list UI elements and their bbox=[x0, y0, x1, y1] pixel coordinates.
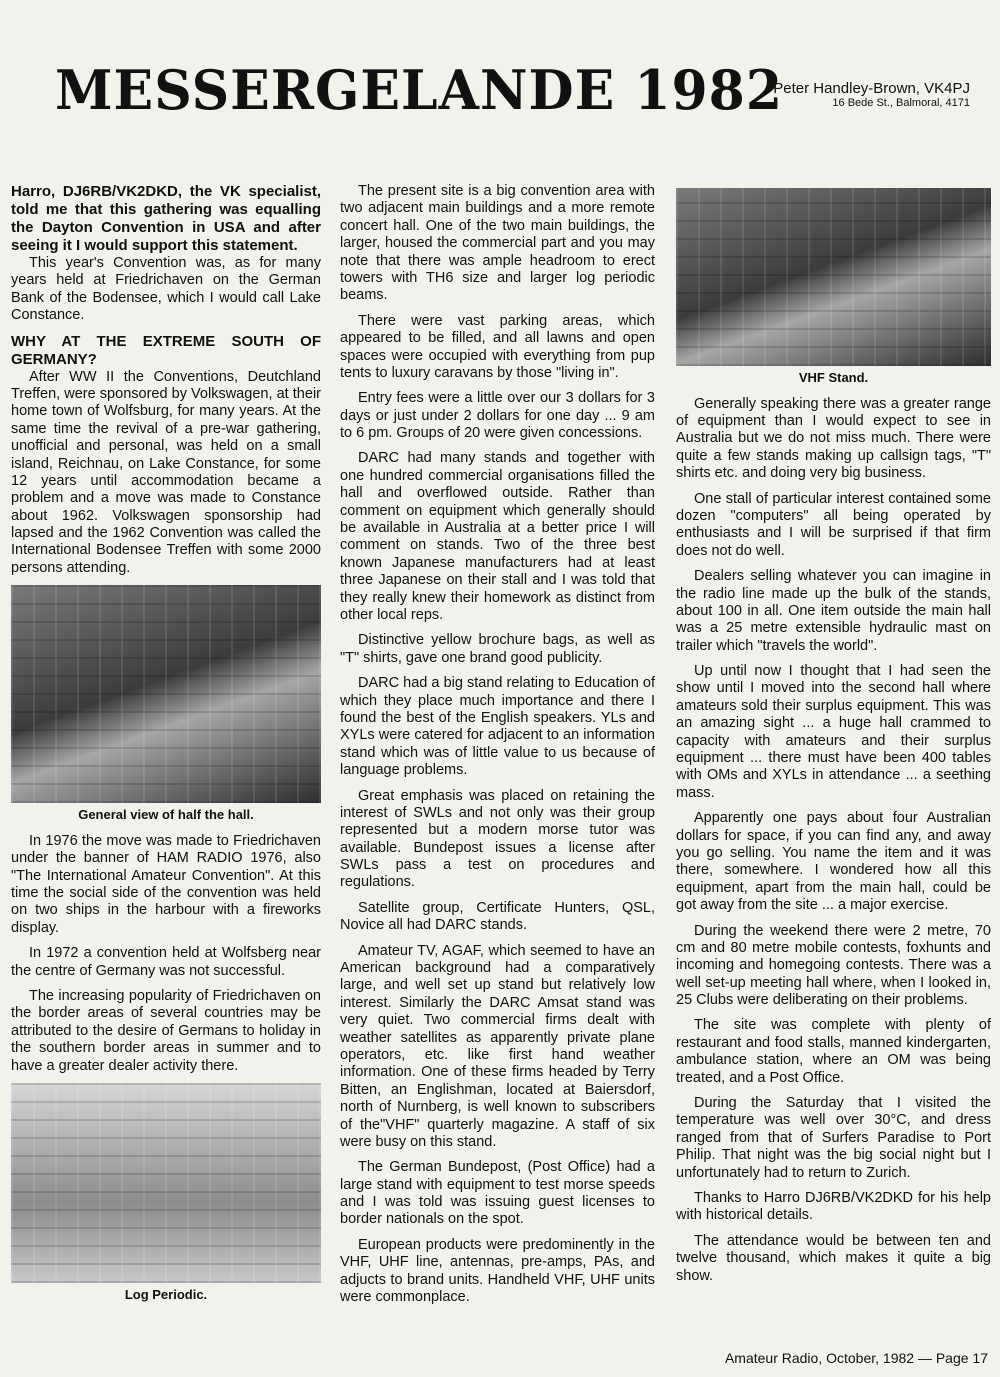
column-2 bbox=[340, 183, 655, 1314]
column-3 bbox=[676, 188, 991, 1293]
page-footer: Amateur Radio, October, 1982 — Page 17 bbox=[724, 1350, 988, 1366]
paragraph: One stall of particular interest contained some dozen "computers" all being operated by enthusiasts and I will be surprised if that firm does not do well. bbox=[676, 490, 991, 559]
lead-paragraph: Harro, DJ6RB/VK2DKD, the VK specialist, told me that this gathering was equalling the Dayton Convention in USA and after seeing it I would support this statement. bbox=[11, 183, 321, 254]
author-address: 16 Bede St., Balmoral, 4171 bbox=[832, 97, 970, 110]
paragraph: Dealers selling whatever you can imagine in the radio line made up the bulk of the stands, about 100 in all. One item outside the main hall was a 25 metre extensible hydraulic mast on trailer which "travels the world". bbox=[676, 568, 991, 654]
paragraph: Great emphasis was placed on retaining the interest of SWLs and not only was their group represented but a modern morse tutor was available. Bundepost issues a license after SWLs pass a test on procedures and regulations. bbox=[340, 787, 655, 891]
paragraph: DARC had many stands and together with one hundred commercial organisations filled the hall and overflowed outside. Rather than comment on equipment which generally should be available in Australia at a better price I will comment on stands. Two of the three best known Japanese manufacturers had at least three Japanese on their stall and I was told that they really knew their homework as distinct from other local reps. bbox=[340, 450, 655, 623]
paragraph: Apparently one pays about four Australian dollars for space, if you can find any, and away you go selling. You name the item and it was there, somewhere. I wondered how all this equipment, apart from the main hall, could be got away from the site ... a major exercise. bbox=[676, 810, 991, 914]
paragraph: Satellite group, Certificate Hunters, QSL, Novice all had DARC stands. bbox=[340, 899, 655, 934]
paragraph: This year's Convention was, as for many years held at Friedrichaven on the German Bank of the Bodensee, which I would call Lake Constance. bbox=[11, 255, 321, 324]
hall-photo bbox=[11, 585, 321, 803]
paragraph: Entry fees were a little over our 3 dollars for 3 days or just under 2 dollars for one day ... 9 am to 6 pm. Groups of 20 were given concessions. bbox=[340, 390, 655, 442]
paragraph: The increasing popularity of Friedrichaven on the border areas of several countries may be attributed to the desire of Germans to holiday in the southern border areas in summer and to have a greater dealer activity there. bbox=[11, 987, 321, 1074]
paragraph: Up until now I thought that I had seen the show until I moved into the second hall where amateurs sold their surplus equipment. This was an amazing sight ... a huge hall crammed to capacity with amateurs and their surplus equipment ... there must have been 400 tables with OMs and XYLs in attendance ... a seething mass. bbox=[676, 663, 991, 801]
paragraph: During the weekend there were 2 metre, 70 cm and 80 metre mobile contests, foxhunts and incoming and homegoing contests. There was a well set-up meeting hall where, when I looked in, 25 Clubs were deliberating on their problems. bbox=[676, 922, 991, 1009]
paragraph: In 1976 the move was made to Friedrichaven under the banner of HAM RADIO 1976, also "The International Amateur Convention". At this time the social side of the convention was held on two ships in the harbour with a fireworks display. bbox=[11, 832, 321, 936]
vhf-stand-photo bbox=[676, 188, 991, 366]
paragraph: DARC had a big stand relating to Education of which they place much importance and there I found the best of the English speakers. YLs and XYLs were catered for adjacent to an information stand which was of little value to us because of language problems. bbox=[340, 675, 655, 779]
paragraph: The site was complete with plenty of restaurant and food stalls, manned kindergarten, ambulance station, where an OM was being treated, and a Post Office. bbox=[676, 1017, 991, 1086]
paragraph: The present site is a big convention area with two adjacent main buildings and a more remote concert hall. One of the two main buildings, the larger, housed the commercial part and you may note that there was ample headroom to erect towers with TH6 size and larger log periodic beams. bbox=[340, 183, 655, 304]
paragraph: European products were predominently in the VHF, UHF line, antennas, pre-amps, PAs, and adjucts to brand units. Handheld VHF, UHF units were commonplace. bbox=[340, 1236, 655, 1306]
paragraph: Distinctive yellow brochure bags, as well as "T" shirts, gave one brand good publicity. bbox=[340, 632, 655, 666]
paragraph: In 1972 a convention held at Wolfsberg near the centre of Germany was not successful. bbox=[11, 945, 321, 979]
article-title: MESSERGELANDE 1982 bbox=[55, 58, 784, 123]
photo-caption: General view of half the hall. bbox=[78, 807, 254, 823]
paragraph: After WW II the Conventions, Deutchland Treffen, were sponsored by Volkswagen, at their home town of Wolfsburg, for many years. At the same time the revival of a pre-war gathering, unofficial and personal, was held on a small island, Reichnau, on Lake Constance, for some 12 years until accommodation became a problem and a move was made to Constance about 1962. Volkswagen sponsorship had lapsed and the 1962 Convention was called the International Bodensee Treffen with some 2000 persons attending. bbox=[11, 368, 321, 576]
section-heading: WHY AT THE EXTREME SOUTH OF GERMANY? bbox=[11, 332, 321, 368]
paragraph: The German Bundepost, (Post Office) had a large stand with equipment to test morse speeds and I was told was issuing guest licenses to border nationals on the spot. bbox=[340, 1159, 655, 1228]
paragraph: Thanks to Harro DJ6RB/VK2DKD for his help with historical details. bbox=[676, 1190, 991, 1224]
log-periodic-photo bbox=[11, 1083, 321, 1283]
paragraph: During the Saturday that I visited the temperature was well over 30°C, and dress ranged from that of Surfers Paradise to Port Philip. That night was the big social night but I unfortunately had to return to Zurich. bbox=[676, 1095, 991, 1181]
byline bbox=[773, 80, 970, 110]
paragraph: There were vast parking areas, which appeared to be filled, and all lawns and open spaces were occupied with everything from pup tents to luxury caravans by those "living in". bbox=[340, 312, 655, 381]
author-name: Peter Handley-Brown, VK4PJ bbox=[773, 80, 970, 97]
photo-caption: VHF Stand. bbox=[798, 370, 869, 385]
paragraph: The attendance would be between ten and twelve thousand, which makes it quite a big show. bbox=[676, 1232, 991, 1284]
column-1 bbox=[11, 183, 321, 1313]
paragraph: Generally speaking there was a greater range of equipment than I would expect to see in Australia but we do not miss much. There were quite a few stands making up callsign tags, "T" shirts etc. and doing very big business. bbox=[676, 395, 991, 482]
paragraph: Amateur TV, AGAF, which seemed to have an American background had a comparatively large, and well set up stand but relatively low interest. Similarly the DARC Amsat stand was very quiet. Two commercial firms dealt with weather satellites as apparently private plane operators, etc. like first hand weather information. One of these firms headed by Terry Bitten, an Englishman, located at Baiersdorf, north of Nurnberg, is well known to subscribers of the"VHF" quarterly magazine. A staff of six were busy on this stand. bbox=[340, 942, 655, 1150]
photo-caption: Log Periodic. bbox=[124, 1286, 208, 1302]
